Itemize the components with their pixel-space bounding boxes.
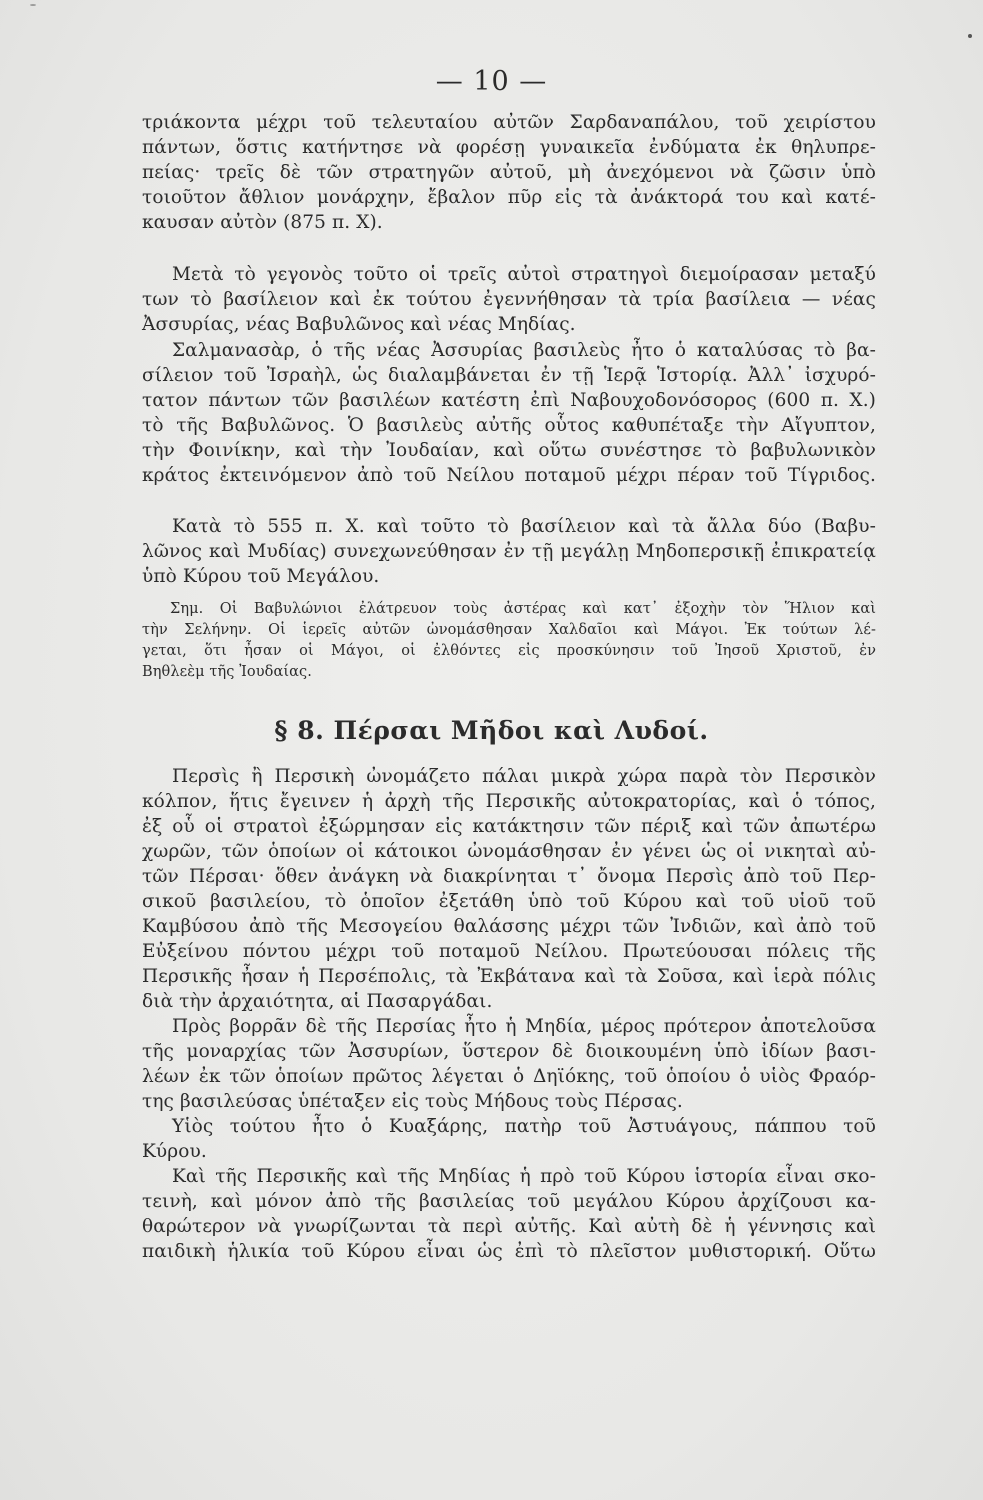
- section-heading: § 8. Πέρσαι Μῆδοι καὶ Λυδοί.: [274, 716, 709, 745]
- paragraph-cyrus: [142, 1164, 876, 1264]
- text-line: πάντων, ὅστις κατήντησε νὰ φορέσῃ γυναικεῖα ἐνδύματα ἐκ θηλυπρε-: [142, 137, 876, 158]
- text-line: χωρῶν, τῶν ὁποίων οἱ κάτοικοι ὠνομάσθησαν ἐν γένει ὡς οἱ νικηταὶ αὐ-: [142, 841, 876, 862]
- scan-speck: [968, 34, 972, 38]
- text-line: θαρώτερον νὰ γνωρίζωνται τὰ περὶ αὐτῆς. Καὶ αὐτὴ δὲ ἡ γέννησις καὶ: [142, 1216, 876, 1237]
- text-line: Εὐξείνου πόντου μέχρι τοῦ ποταμοῦ Νείλου. Πρωτεύουσαι πόλεις τῆς: [142, 941, 876, 962]
- text-line: Περσὶς ἢ Περσικὴ ὠνομάζετο πάλαι μικρὰ χώρα παρὰ τὸν Περσικὸν: [172, 766, 876, 787]
- text-line: ὑπὸ Κύρου τοῦ Μεγάλου.: [142, 566, 380, 587]
- text-line: σίλειον τοῦ Ἰσραὴλ, ὡς διαλαμβάνεται ἐν τῇ Ἱερᾷ Ἱστορίᾳ. Ἀλλ᾽ ἰσχυρό-: [142, 365, 876, 386]
- section-body: [142, 764, 876, 1264]
- text-line: Καμβύσου ἀπὸ τῆς Μεσογείου θαλάσσης μέχρι τῶν Ἰνδιῶν, καὶ ἀπὸ τοῦ: [142, 916, 876, 937]
- scan-speck: [30, 4, 36, 6]
- text-line: Μετὰ τὸ γεγονὸς τοῦτο οἱ τρεῖς αὐτοὶ στρατηγοὶ διεμοίρασαν μεταξύ: [172, 264, 876, 285]
- text-line: πείας· τρεῖς δὲ τῶν στρατηγῶν αὐτοῦ, μὴ ἀνεχόμενοι νὰ ζῶσιν ὑπὸ: [142, 162, 876, 183]
- text-line: κόλπον, ἥτις ἔγεινεν ἡ ἀρχὴ τῆς Περσικῆς αὐτοκρατορίας, καὶ ὁ τόπος,: [142, 791, 876, 812]
- text-line: λέων ἐκ τῶν ὁποίων πρῶτος λέγεται ὁ Δηϊόκης, τοῦ ὁποίου ὁ υἱὸς Φραόρ-: [142, 1066, 876, 1087]
- text-line: τῆς μοναρχίας τῶν Ἀσσυρίων, ὕστερον δὲ διοικουμένη ὑπὸ ἰδίων βασι-: [142, 1041, 876, 1062]
- text-line: σικοῦ βασιλείου, τὸ ὁποῖον ἐξετάθη ὑπὸ τοῦ Κύρου καὶ τοῦ υἱοῦ τοῦ: [142, 891, 876, 912]
- text-line: Πρὸς βορρᾶν δὲ τῆς Περσίας ἦτο ἡ Μηδία, μέρος πρότερον ἀποτελοῦσα: [172, 1016, 876, 1037]
- text-line: Καὶ τῆς Περσικῆς καὶ τῆς Μηδίας ἡ πρὸ τοῦ Κύρου ἱστορία εἶναι σκο-: [172, 1166, 876, 1187]
- text-line: Ἀσσυρίας, νέας Βαβυλῶνος καὶ νέας Μηδίας.: [142, 314, 576, 335]
- note-line: τὴν Σελήνην. Οἱ ἱερεῖς αὐτῶν ὠνομάσθησαν Χαλδαῖοι καὶ Μάγοι. Ἐκ τούτων λέ-: [142, 622, 876, 638]
- text-line: τατον πάντων τῶν βασιλέων κατέστη ἐπὶ Ναβουχοδονόσορος (600 π. Χ.): [142, 390, 876, 411]
- paragraph-persis: [142, 764, 876, 1014]
- paragraph-assyria-end: [142, 110, 876, 235]
- text-line: της βασιλεύσας ὑπέταξεν εἰς τοὺς Μήδους τοὺς Πέρσας.: [142, 1091, 683, 1112]
- text-line: τριάκοντα μέχρι τοῦ τελευταίου αὐτῶν Σαρδαναπάλου, τοῦ χειρίστου: [142, 112, 876, 133]
- paragraph-media: [142, 1014, 876, 1114]
- text-line: καυσαν αὐτὸν (875 π. Χ).: [142, 212, 383, 233]
- paragraph-kyaxares: [142, 1114, 876, 1164]
- text-line: τοιοῦτον ἄθλιον μονάρχην, ἔβαλον πῦρ εἰς τὰ ἀνάκτορά του καὶ κατέ-: [142, 187, 876, 208]
- text-line: παιδικὴ ἡλικία τοῦ Κύρου εἶναι ὡς ἐπὶ τὸ πλεῖστον μυθιστορική. Οὕτω: [142, 1241, 876, 1262]
- paragraph-555-bc: [142, 514, 876, 589]
- note-line: Βηθλεὲμ τῆς Ἰουδαίας.: [142, 664, 312, 680]
- text-line: λῶνος καὶ Μυδίας) συνεχωνεύθησαν ἐν τῇ μεγάλῃ Μηδοπερσικῇ ἐπικρατείᾳ: [142, 541, 876, 562]
- text-line: των τὸ βασίλειον καὶ ἐκ τούτου ἐγεννήθησαν τὰ τρία βασίλεια — νέας: [142, 289, 876, 310]
- text-line: Κύρου.: [142, 1141, 207, 1162]
- text-line: Κατὰ τὸ 555 π. Χ. καὶ τοῦτο τὸ βασίλειον καὶ τὰ ἄλλα δύο (Βαβυ-: [172, 516, 876, 537]
- paragraph-three-kingdoms: [142, 262, 876, 337]
- remark-note: [142, 599, 876, 683]
- text-line: Σαλμανασὰρ, ὁ τῆς νέας Ἀσσυρίας βασιλεὺς ἦτο ὁ καταλύσας τὸ βα-: [172, 340, 876, 361]
- text-line: Υἱὸς τούτου ἦτο ὁ Κυαξάρης, πατὴρ τοῦ Ἀστυάγους, πάππου τοῦ: [172, 1116, 876, 1137]
- note-line: Σημ. Οἱ Βαβυλώνιοι ἐλάτρευον τοὺς ἀστέρας καὶ κατ᾽ ἐξοχὴν τὸν Ἥλιον καὶ: [170, 601, 876, 617]
- paragraph-salmanassar: [142, 338, 876, 488]
- text-line: τὴν Φοινίκην, καὶ τὴν Ἰουδαίαν, καὶ οὕτω συνέστησε τὸ βαβυλωνικὸν: [142, 440, 876, 461]
- page-number: — 10 —: [435, 66, 548, 97]
- text-line: διὰ τὴν ἀρχαιότητα, αἱ Πασαργάδαι.: [142, 991, 493, 1012]
- text-line: Περσικῆς ἦσαν ἡ Περσέπολις, τὰ Ἐκβάτανα καὶ τὰ Σοῦσα, καὶ ἱερὰ πόλις: [142, 966, 876, 987]
- text-line: τῶν Πέρσαι· ὅθεν ἀνάγκη νὰ διακρίνηται τ᾽ ὄνομα Περσὶς ἀπὸ τοῦ Περ-: [142, 866, 876, 887]
- text-line: τὸ τῆς Βαβυλῶνος. Ὁ βασιλεὺς αὐτῆς οὗτος καθυπέταξε τὴν Αἴγυπτον,: [142, 415, 876, 436]
- text-line: ἐξ οὗ οἱ στρατοὶ ἐξώρμησαν εἰς κατάκτησιν τῶν πέριξ καὶ τῶν ἀπωτέρω: [142, 816, 876, 837]
- text-line: τεινὴ, καὶ μόνον ἀπὸ τῆς βασιλείας τοῦ μεγάλου Κύρου ἀρχίζουσι κα-: [142, 1191, 876, 1212]
- note-line: γεται, ὅτι ἦσαν οἱ Μάγοι, οἱ ἐλθόντες εἰς προσκύνησιν τοῦ Ἰησοῦ Χριστοῦ, ἐν: [142, 643, 876, 659]
- text-line: κράτος ἐκτεινόμενον ἀπὸ τοῦ Νείλου ποταμοῦ μέχρι πέραν τοῦ Τίγριδος.: [142, 465, 876, 486]
